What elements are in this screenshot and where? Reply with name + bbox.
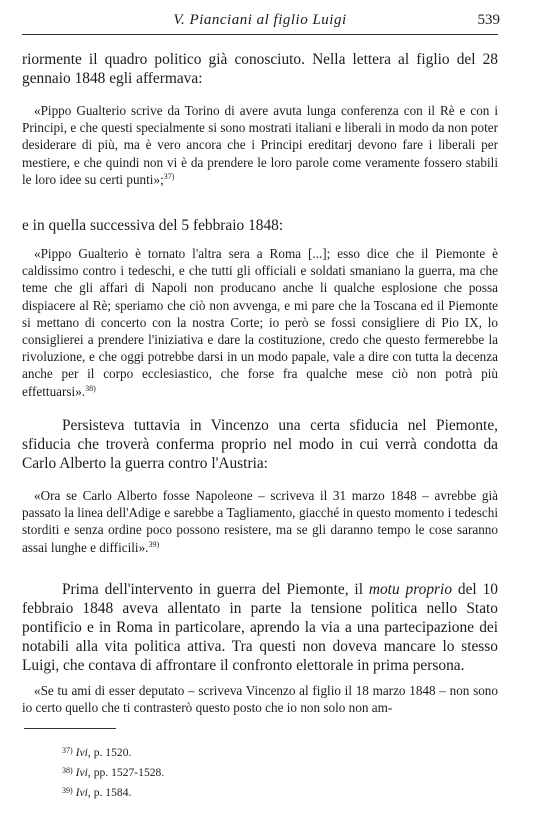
quotation-3 xyxy=(22,487,498,556)
quotation-text: «Se tu ami di esser deputato – scriveva Vincenzo al figlio il 18 marzo 1848 – non sono io certo quello che ti contrasterò questo posto che io non solo non am- xyxy=(22,683,498,716)
quotation-2 xyxy=(22,245,498,400)
quotation-1 xyxy=(22,102,498,188)
footnote-ref-38: 38) xyxy=(85,383,96,393)
footnote-39: $^{39)}$ Ivi, p. 1584. xyxy=(62,786,132,799)
quotation-text: «Pippo Gualterio è tornato l'altra sera a Roma [...]; esso dice che il Piemonte è caldissimo contro i tedeschi, e che tutti gli officiali e soldati smaniano la guerra, ma che teme che gli affari di Napoli non producano anche li qualche esplosione che possa dispiacere al Rè; speriamo che ciò non avvenga, e mi pare che la Toscana ed il Piemonte si mettano di concerto con la nostra Corte; io però se fossi consigliere di Pio IX, lo consiglierei a prendere l'iniziativa e dare la costituzione, credo che questo fermerebbe la rivoluzione, e che oggi potrebbe darsi in un modo papale, vale a dire con tutta la decenza anche per il corpo ecclesiastico, che forse fra qualche mese ciò non potrà più effettuarsi». xyxy=(22,246,498,399)
quotation-4 xyxy=(22,682,498,716)
page-number: 539 xyxy=(477,12,500,28)
paragraph-motu-proprio: Prima dell'intervento in guerra del Piemonte, il motu proprio del 10 febbraio 1848 aveva allentato in parte la tensione politica nello Stato pontificio e in Roma in particolare, aprendo la via a una partecipazione dei notabili alla vita politica attiva. Tra questi non doveva mancare lo stesso Luigi, che contava di affrontare il confronto elettorale in prima persona. xyxy=(22,581,498,674)
page-header xyxy=(22,10,498,35)
footnote-37: $^{37)}$ Ivi, p. 1520. xyxy=(62,746,132,759)
footnote-38: $^{38)}$ Ivi, pp. 1527-1528. xyxy=(62,766,165,779)
running-head: V. Pianciani al figlio Luigi xyxy=(173,12,347,28)
italic-term: motu proprio xyxy=(368,581,453,598)
paragraph-sfiducia: Persisteva tuttavia in Vincenzo una certa sfiducia nel Piemonte, sfiducia che troverà conferma proprio nel modo in cui verrà condotta da Carlo Alberto la guerra contro l'Austria: xyxy=(22,417,498,472)
paragraph-continuation: riormente il quadro politico già conosciuto. Nella lettera al figlio del 28 gennaio 1848 egli affermava: xyxy=(22,51,498,87)
footnote-divider xyxy=(24,728,116,729)
quotation-text: «Pippo Gualterio scrive da Torino di avere avuta lunga conferenza con il Rè e con i Principi, e che questi specialmente si sono mostrati italiani e liberali in modo da non poter desiderare di più, ma è vero ancora che i Principi ereditarj devono fare i liberali per mestiere, e che quindi non vi è da prendere le loro parole come veramente fossero stabili le loro idee su certi punti»; xyxy=(22,103,498,187)
footnote-ref-37: 37) xyxy=(163,171,175,181)
paragraph-transition: e in quella successiva del 5 febbraio 1848: xyxy=(22,217,284,234)
footnote-ref-39: 39) xyxy=(148,539,160,549)
quotation-text: «Ora se Carlo Alberto fosse Napoleone – scriveva il 31 marzo 1848 – avrebbe già passato la linea dell'Adige e sarebbe a Tagliamento, giacché in questo momento i tedeschi storditi e senza ordine poco possono resistere, ma se gli daranno tempo le cose saranno assai lunghe e difficili». xyxy=(22,488,498,555)
